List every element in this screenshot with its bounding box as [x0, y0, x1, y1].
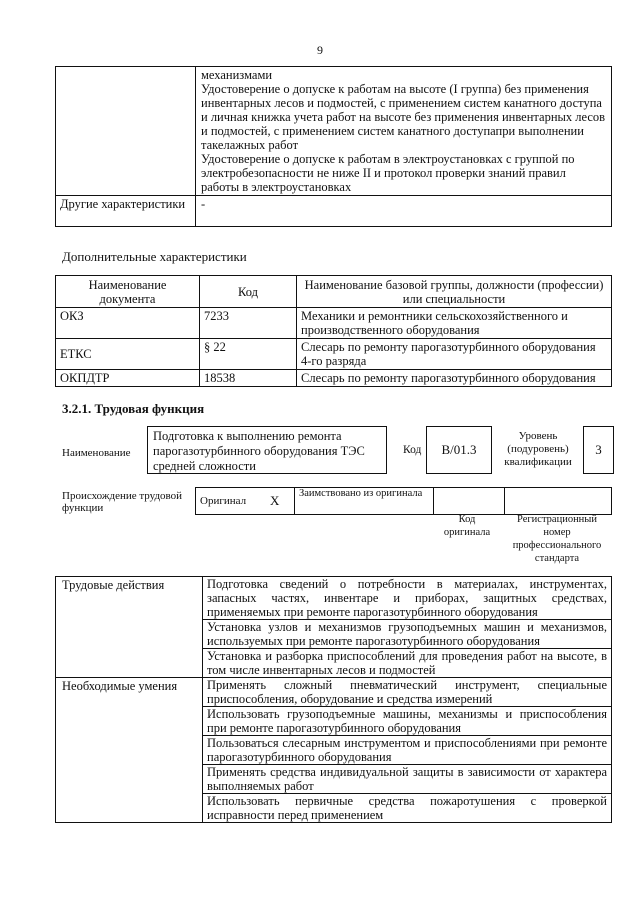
original-label: Оригинал	[196, 488, 267, 515]
header-group: Наименование базовой группы, должности (профессии) или специальности	[297, 276, 612, 308]
skill-item: Применять сложный пневматический инструмент, специальные приспособления, оборудование и средства измерений	[203, 678, 612, 707]
labor-table	[55, 576, 612, 823]
table-row	[56, 308, 612, 339]
empty-cell	[56, 67, 196, 196]
additional-table	[55, 275, 612, 387]
header-doc: Наименование документа	[56, 276, 200, 308]
code-original-caption: Код оригинала	[443, 514, 491, 538]
skill-item: Использовать грузоподъемные машины, механизмы и приспособления при ремонте парогазотурбинного оборудования	[203, 707, 612, 736]
other-characteristics-label: Другие характеристики	[56, 196, 196, 227]
function-heading: 3.2.1. Трудовая функция	[62, 401, 205, 416]
table-row	[56, 370, 612, 387]
level-label: Уровень (подуровень) квалификации	[504, 430, 572, 468]
function-code-box: В/01.3	[426, 426, 492, 474]
level-box: 3	[583, 426, 614, 474]
requirement-line: механизмами	[201, 68, 273, 82]
action-item: Установка и разборка приспособлений для проведения работ на высоте, в том числе инвентарных лесов и подмостей	[203, 649, 612, 678]
additional-title: Дополнительные характеристики	[62, 249, 247, 264]
code-cell: § 22	[200, 339, 297, 370]
group-cell: Слесарь по ремонту парогазотурбинного оборудования	[297, 370, 612, 387]
table-row	[56, 339, 612, 370]
borrowed-label: Заимствовано из оригинала	[295, 488, 434, 515]
requirement-line: Удостоверение о допуске к работам в электроустановках с группой по электробезопасности не ниже II и протокол проверки знаний правил работы в электроустановках	[201, 152, 575, 194]
doc-cell: ОКЗ	[56, 308, 200, 339]
code-original-cell	[434, 488, 505, 515]
skills-label: Необходимые умения	[56, 678, 203, 823]
header-code: Код	[200, 276, 297, 308]
original-mark: Х	[266, 488, 295, 515]
skill-item: Пользоваться слесарным инструментом и приспособлениями при ремонте парогазотурбинного оборудования	[203, 736, 612, 765]
skill-item: Использовать первичные средства пожаротушения с проверкой исправности перед применением	[203, 794, 612, 823]
skill-item: Применять средства индивидуальной защиты в зависимости от характера выполняемых работ	[203, 765, 612, 794]
name-label: Наименование	[62, 447, 131, 459]
requirement-line: Удостоверение о допуске к работам на высоте (I группа) без применения инвентарных лесов и подмостей, с применением систем канатного доступа и личная книжка учета работ на высоте без применения инвентарных лесов и подмостей, с применением систем канатного доступапри выполнении такелажных работ	[201, 82, 606, 152]
page-number: 9	[317, 43, 323, 57]
other-characteristics-value: -	[196, 196, 612, 227]
action-item: Подготовка сведений о потребности в материалах, инструментах, запасных частях, инвентаре и приборах, защитных средствах, применяемых при ремонте парогазотурбинного оборудования	[203, 577, 612, 620]
doc-cell: ОКПДТР	[56, 370, 200, 387]
origin-label: Происхождение трудовой функции	[62, 490, 183, 514]
code-cell: 18538	[200, 370, 297, 387]
action-item: Установка узлов и механизмов грузоподъемных машин и механизмов, используемых при ремонте парогазотурбинного оборудования	[203, 620, 612, 649]
reg-number-caption: Регистрационный номер профессионального стандарта	[512, 514, 602, 564]
origin-table	[195, 487, 612, 515]
doc-cell: ЕТКС	[56, 339, 200, 370]
actions-label: Трудовые действия	[56, 577, 203, 678]
group-cell: Слесарь по ремонту парогазотурбинного оборудования 4-го разряда	[297, 339, 612, 370]
code-label: Код	[403, 444, 422, 456]
code-cell: 7233	[200, 308, 297, 339]
function-name-box: Подготовка к выполнению ремонта парогазотурбинного оборудования ТЭС средней сложности	[147, 426, 387, 474]
reg-number-cell	[505, 488, 612, 515]
requirements-cell	[196, 67, 612, 196]
group-cell: Механики и ремонтники сельскохозяйственного и производственного оборудования	[297, 308, 612, 339]
continuation-table	[55, 66, 612, 227]
